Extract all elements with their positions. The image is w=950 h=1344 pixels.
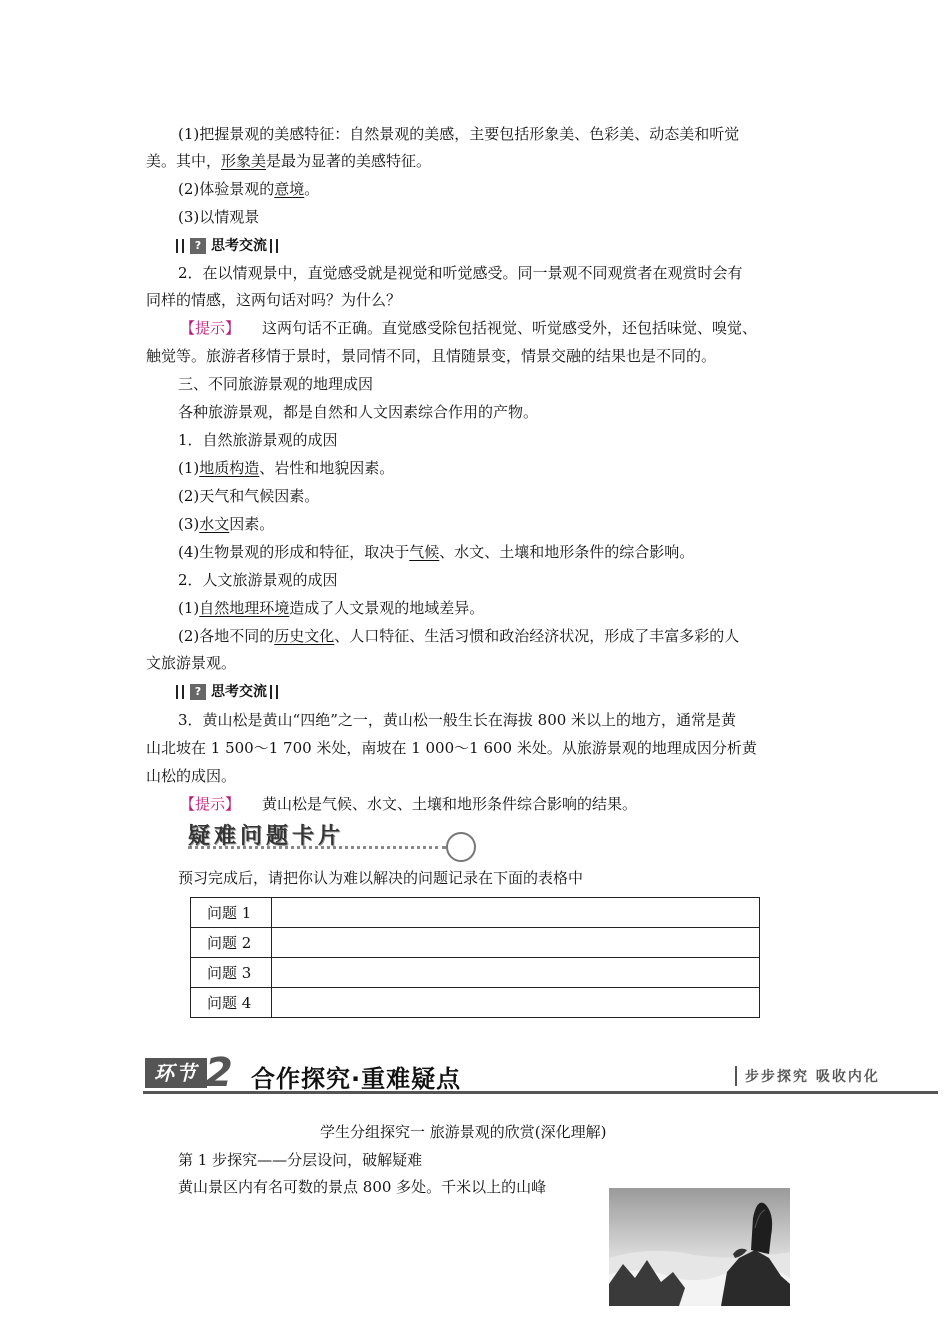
- answer-2-line-2: 触觉等。旅游者移情于景时，景同情不同，且情随景变，情景交融的结果也是不同的。: [146, 347, 717, 365]
- text: 美。其中，: [146, 152, 222, 170]
- natural-item-4: [178, 542, 694, 562]
- answer-cell[interactable]: [272, 898, 760, 928]
- question-2-line-2: 同样的情感，这两句话对吗？为什么？: [146, 291, 402, 309]
- natural-item-2: (2)天气和气候因素。: [178, 487, 320, 505]
- cultural-item-1: [178, 598, 484, 618]
- table-row: [191, 898, 760, 928]
- question-3-line-2: 山北坡在 1 500～1 700 米处，南坡在 1 000～1 600 米处。从旅游景观的地理成因分析黄: [146, 739, 757, 757]
- answer-cell[interactable]: [272, 988, 760, 1018]
- text: (1): [178, 599, 200, 617]
- row-label: 问题 4: [191, 988, 272, 1018]
- para-emotion: (3)以情观景: [178, 208, 260, 226]
- text: 、水文、土壤和地形条件的综合影响。: [439, 543, 695, 561]
- question-table: [190, 897, 760, 1018]
- card-divider: [188, 846, 446, 849]
- section-3-heading: 三、不同旅游景观的地理成因: [178, 375, 374, 393]
- section-2-banner: [143, 1052, 938, 1094]
- inquiry-body: 黄山景区内有名可数的景点 800 多处。千米以上的山峰: [178, 1178, 547, 1196]
- card-title: 疑难问题卡片: [188, 824, 345, 849]
- question-icon: ?: [190, 238, 206, 254]
- section-tag: 环节: [145, 1058, 207, 1088]
- table-row: [191, 958, 760, 988]
- huangshan-photo: [609, 1188, 790, 1306]
- section-motto: 步步探究 吸收内化: [735, 1066, 880, 1086]
- mountain-landscape-image: [609, 1188, 790, 1306]
- blank-answer: 水文: [199, 515, 230, 533]
- text: (2)各地不同的: [178, 627, 275, 645]
- text: 、人口特征、生活习惯和政治经济状况，形成了丰富多彩的人: [334, 627, 740, 645]
- text: 这两句话不正确。直觉感受除包括视觉、听觉感受外，还包括味觉、嗅觉、: [262, 319, 758, 337]
- row-label: 问题 3: [191, 958, 272, 988]
- question-2-line-1: 2．在以情观景中，直觉感受就是视觉和听觉感受。同一景观不同观赏者在观赏时会有: [178, 264, 743, 282]
- section-title: 合作探究·重难疑点: [251, 1065, 462, 1093]
- text: 造成了人文景观的地域差异。: [289, 599, 485, 617]
- text: 、岩性和地貌因素。: [259, 459, 395, 477]
- para-aesthetic-1: (1)把握景观的美感特征：自然景观的美感，主要包括形象美、色彩美、动态美和听觉: [178, 125, 740, 143]
- blank-answer: 意境: [274, 180, 305, 198]
- row-label: 问题 1: [191, 898, 272, 928]
- blank-answer: 地质构造: [199, 459, 260, 477]
- natural-item-3: [178, 514, 274, 534]
- natural-heading: 1．自然旅游景观的成因: [178, 431, 338, 449]
- circle-icon: [446, 832, 476, 862]
- text: 。: [304, 180, 320, 198]
- cultural-item-2: [178, 626, 739, 646]
- table-row: [191, 988, 760, 1018]
- question-icon: ?: [190, 684, 206, 700]
- blank-answer: 历史文化: [274, 627, 335, 645]
- answer-3: [180, 794, 637, 814]
- text: 是最为显著的美感特征。: [266, 152, 432, 170]
- answer-cell[interactable]: [272, 928, 760, 958]
- blank-answer: 气候: [409, 543, 440, 561]
- text: (3): [178, 515, 200, 533]
- para-aesthetic-2: [146, 151, 431, 171]
- text: 黄山松是气候、水文、土壤和地形条件综合影响的结果。: [262, 795, 638, 813]
- think-exchange-heading: [176, 237, 279, 255]
- text: (2)体验景观的: [178, 180, 275, 198]
- think-label: 思考交流: [211, 238, 267, 254]
- step-1-heading: 第 1 步探究——分层设问，破解疑难: [178, 1151, 423, 1169]
- blank-answer: 自然地理环境: [199, 599, 290, 617]
- inquiry-title: 学生分组探究一 旅游景观的欣赏(深化理解): [320, 1123, 607, 1141]
- question-3-line-3: 山松的成因。: [146, 767, 237, 785]
- hint-label: 【提示】: [180, 319, 241, 337]
- card-intro: 预习完成后，请把你认为难以解决的问题记录在下面的表格中: [178, 869, 584, 887]
- row-label: 问题 2: [191, 928, 272, 958]
- text: 因素。: [229, 515, 275, 533]
- question-3-line-1: 3．黄山松是黄山“四绝”之一，黄山松一般生长在海拔 800 米以上的地方，通常是黄: [178, 711, 737, 729]
- blank-answer: 形象美: [221, 152, 267, 170]
- table-row: [191, 928, 760, 958]
- hint-label: 【提示】: [180, 795, 241, 813]
- answer-cell[interactable]: [272, 958, 760, 988]
- natural-item-1: [178, 458, 394, 478]
- think-label: 思考交流: [211, 684, 267, 700]
- para-mood: [178, 179, 319, 199]
- answer-2-line-1: [180, 318, 757, 338]
- section-number: 2: [205, 1050, 233, 1096]
- cultural-item-2-cont: 文旅游景观。: [146, 654, 237, 672]
- section-3-summary: 各种旅游景观，都是自然和人文因素综合作用的产物。: [178, 403, 539, 421]
- text: (1): [178, 459, 200, 477]
- text: (4)生物景观的形成和特征，取决于: [178, 543, 410, 561]
- cultural-heading: 2．人文旅游景观的成因: [178, 571, 338, 589]
- think-exchange-heading: [176, 683, 279, 701]
